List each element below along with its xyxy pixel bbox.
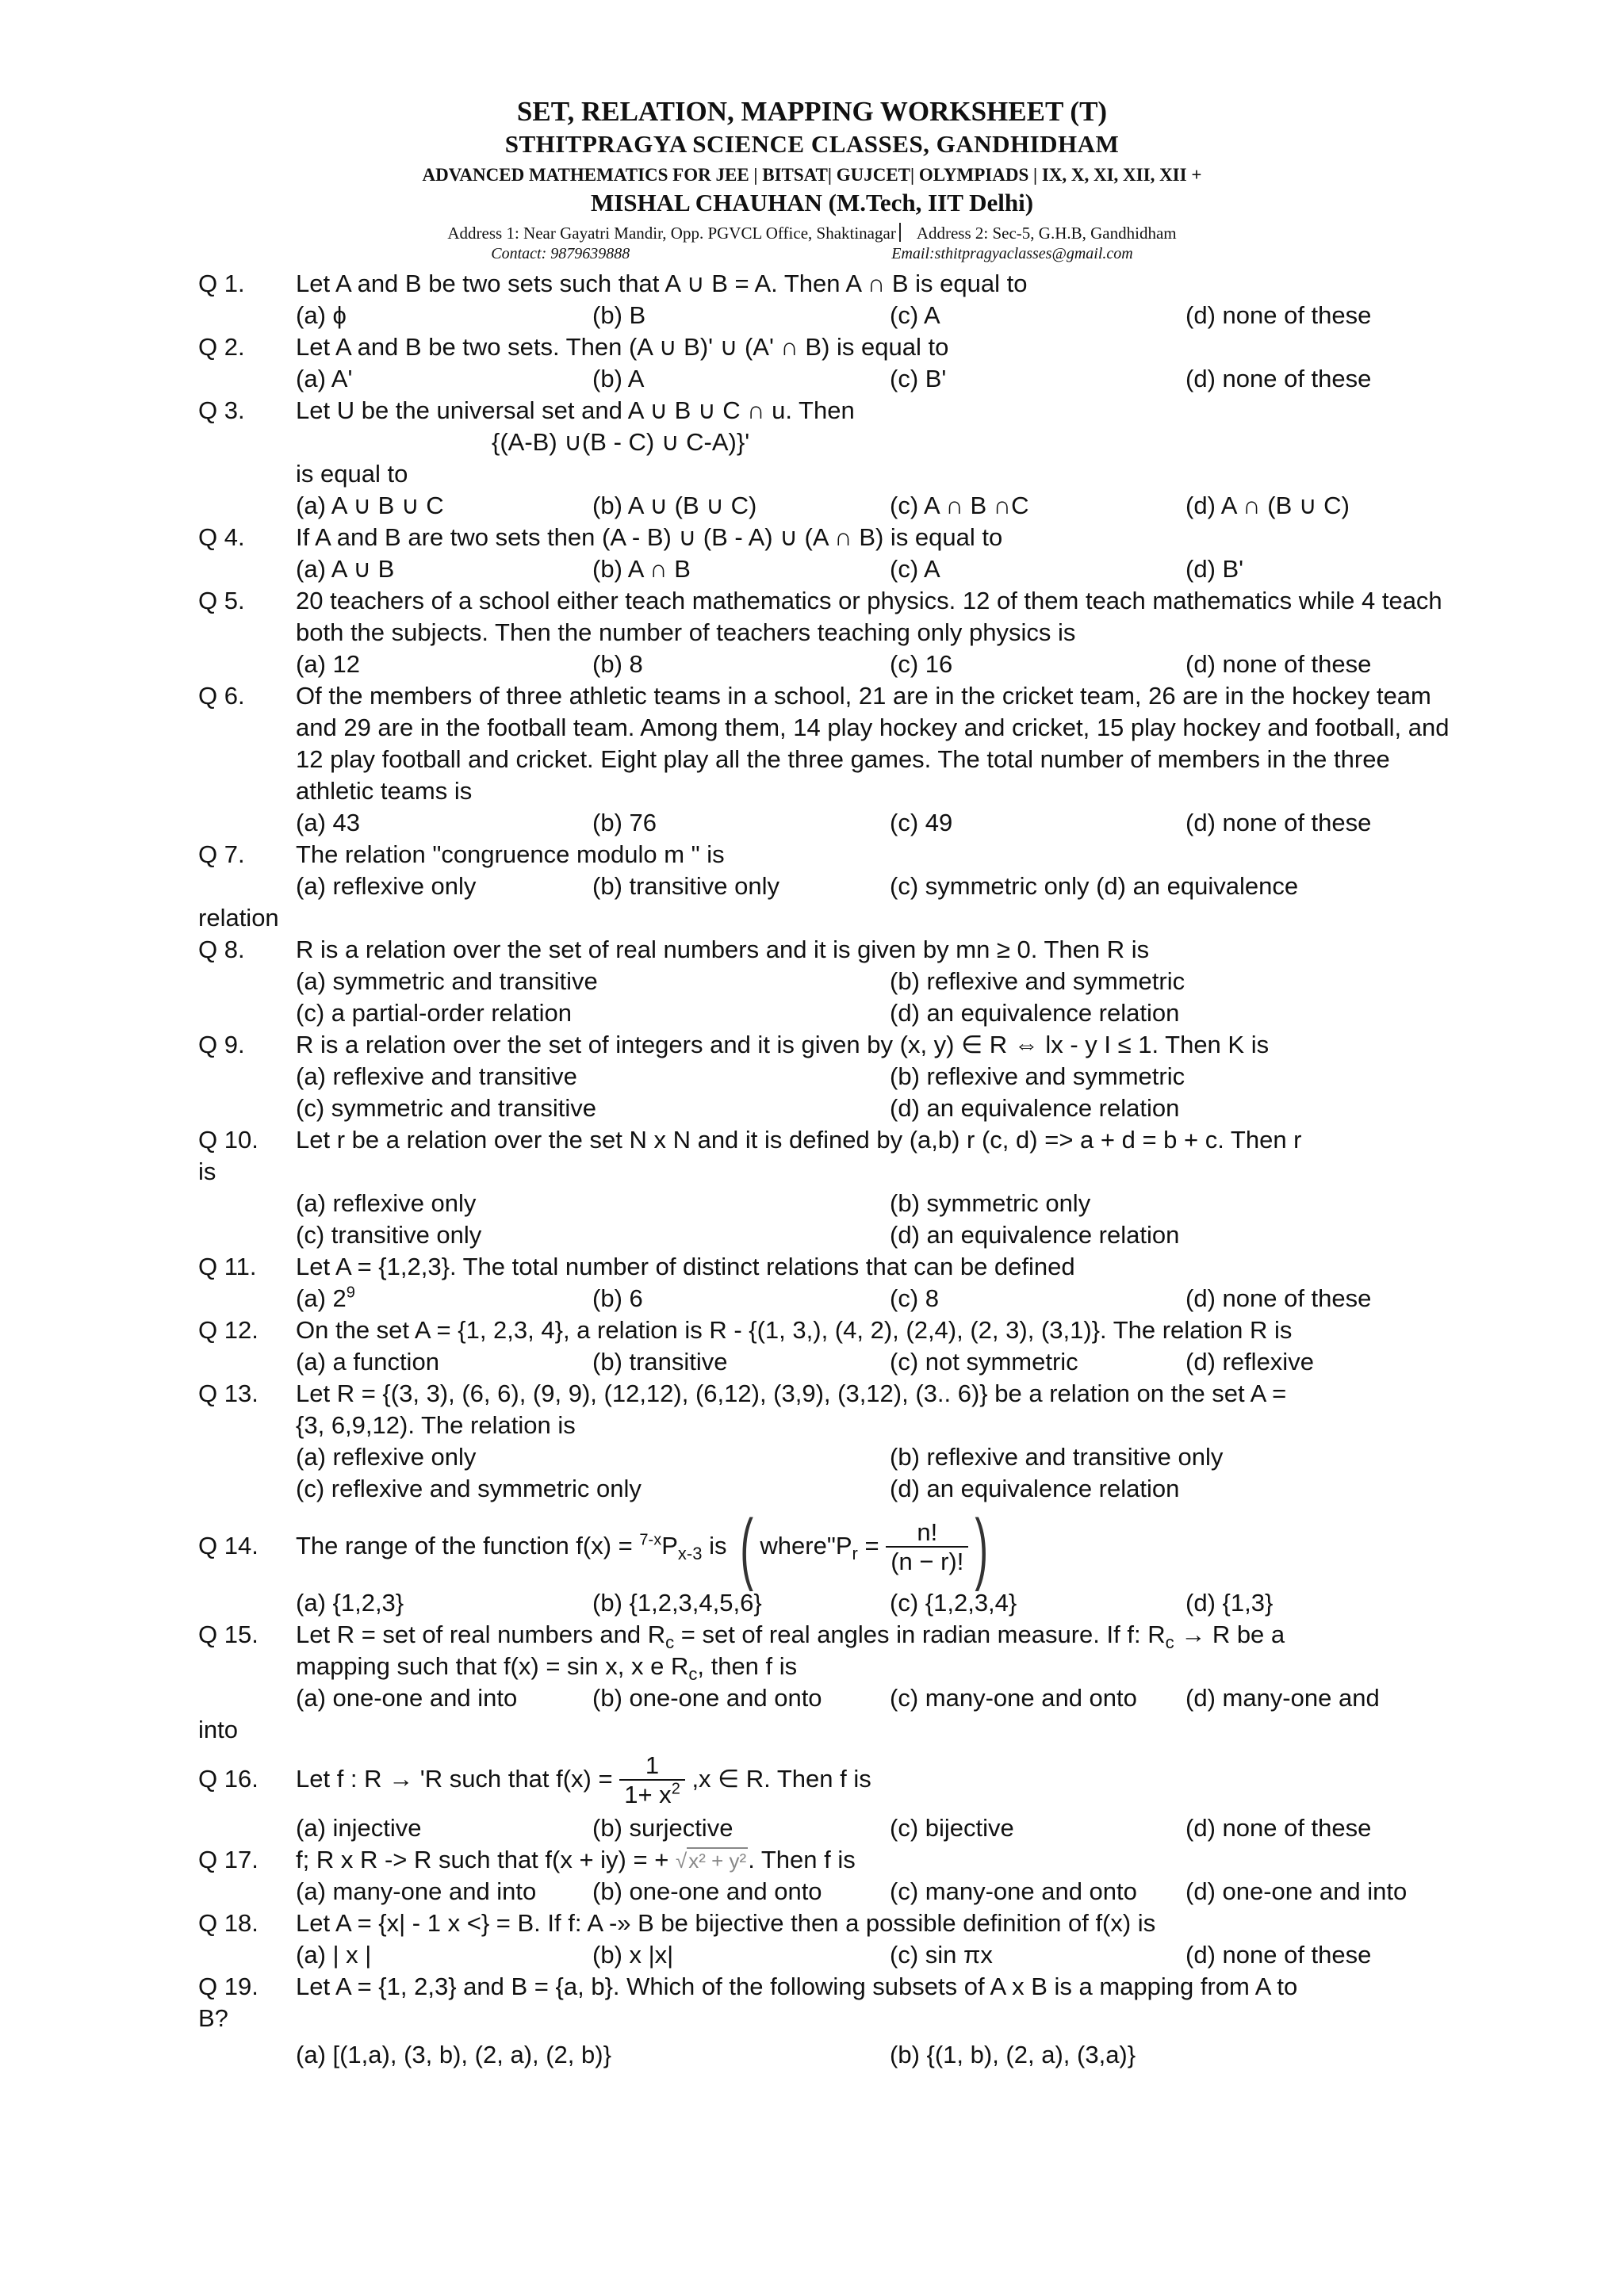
- where-subscript: r: [852, 1544, 858, 1564]
- option-c: (c) B': [890, 365, 947, 392]
- expression-row: [0, 427, 1624, 458]
- question-text: If A and B are two sets then (A - B) ∪ (B - A) ∪ (A ∩ B) is equal to: [296, 523, 1003, 551]
- question-text: Let A = {1, 2,3} and B = {a, b}. Which of the following subsets of A x B is a mapping from A to: [296, 1973, 1298, 2000]
- options-row: [0, 649, 1624, 680]
- question-number: Q 15.: [198, 1621, 259, 1648]
- set-expression: {(A-B) ∪(B - C) ∪ C-A)}': [492, 428, 750, 456]
- option-a: (a) reflexive only: [296, 1443, 477, 1471]
- option-c: (c) a partial-order relation: [296, 999, 573, 1027]
- option-d: (d) an equivalence relation: [890, 999, 1180, 1027]
- question-text-part: The range of the function f(x) =: [296, 1532, 633, 1559]
- question-text: [296, 1746, 871, 1812]
- question-text: Let U be the universal set and A ∪ B ∪ C ∩ u. Then: [296, 396, 855, 424]
- option-c: (c) 8: [890, 1284, 939, 1312]
- denominator-exponent: 2: [671, 1780, 680, 1798]
- option-d: (d) {1,3}: [1185, 1589, 1274, 1617]
- questions-area: [0, 268, 1624, 2071]
- question-row: [0, 1251, 1624, 1283]
- option-a: (a) {1,2,3}: [296, 1589, 404, 1617]
- question-text-part-c: → R be a: [1181, 1621, 1285, 1648]
- option-b: (b) A ∩ B: [592, 555, 691, 583]
- option-c: (c) symmetric and transitive: [296, 1094, 596, 1122]
- perm-subscript: x-3: [677, 1544, 703, 1564]
- option-b: (b) one-one and onto: [592, 1877, 822, 1905]
- institute-name: STHITPRAGYA SCIENCE CLASSES, GANDHIDHAM: [504, 130, 1120, 158]
- question-row: [0, 268, 1624, 300]
- options-row: [0, 1939, 1624, 1971]
- options-row: [0, 1587, 1624, 1619]
- option-a: (a) [(1,a), (3, b), (2, a), (2, b)}: [296, 2041, 611, 2068]
- options-row: [0, 490, 1624, 522]
- options-row: [0, 1093, 1624, 1124]
- option-b: (b) transitive: [592, 1348, 728, 1376]
- question-row: [0, 1844, 1624, 1876]
- option-c: (c) 16: [890, 650, 953, 678]
- question-row: [0, 522, 1624, 553]
- question-row: [0, 1378, 1624, 1410]
- address-1: Address 1: Near Gayatri Mandir, Opp. PGVCL Office, Shaktinagar: [447, 224, 896, 243]
- options-row: [0, 1876, 1624, 1908]
- question-row: [0, 1746, 1624, 1812]
- options-row: [0, 1346, 1624, 1378]
- option-overflow: relation: [198, 904, 279, 932]
- option-c: (c) many-one and onto: [890, 1877, 1137, 1905]
- question-row: [0, 1971, 1624, 2003]
- question-text: Let A and B be two sets such that A ∪ B = A. Then A ∩ B is equal to: [296, 270, 1028, 297]
- options-row: [0, 1812, 1624, 1844]
- question-number: Q 9.: [198, 1031, 245, 1058]
- question-is: is: [709, 1532, 727, 1559]
- worksheet-title: SET, RELATION, MAPPING WORKSHEET (T): [516, 96, 1108, 127]
- option-c: (c) A ∩ B ∩C: [890, 492, 1029, 519]
- question-number: Q 11.: [198, 1253, 257, 1280]
- options-row: [0, 300, 1624, 331]
- options-row: [0, 363, 1624, 395]
- option-b: (b) one-one and onto: [592, 1684, 822, 1712]
- option-d: (d) an equivalence relation: [890, 1094, 1180, 1122]
- question-number: Q 12.: [198, 1316, 259, 1344]
- options-row: [0, 1682, 1624, 1714]
- overflow-row: [0, 902, 1624, 934]
- question-row: [0, 1619, 1624, 1651]
- option-b: (b) reflexive and symmetric: [890, 1062, 1185, 1090]
- question-row: [0, 1651, 1624, 1685]
- question-row: [0, 458, 1624, 490]
- right-paren: ): [975, 1502, 989, 1592]
- option-c: (c) sin πx: [890, 1941, 993, 1969]
- options-row: [0, 1219, 1624, 1251]
- question-number: Q 17.: [198, 1846, 259, 1873]
- perm-fraction: [886, 1519, 968, 1576]
- contact-email: Email:sthitpragyaclasses@gmail.com: [891, 245, 1133, 262]
- option-d: (d) none of these: [1185, 301, 1372, 329]
- sqrt-expression: √x² + y²: [675, 1849, 747, 1873]
- question-text: Let R = {(3, 3), (6, 6), (9, 9), (12,12), (6,12), (3,9), (3,12), (3.. 6)} be a relation on the set A =: [296, 1380, 1287, 1407]
- question-text-part: mapping such that f(x) = sin x, x e R: [296, 1652, 689, 1680]
- rc-subscript: c: [665, 1632, 675, 1653]
- option-a: (a) reflexive only: [296, 872, 477, 900]
- perm-superscript: 7-x: [639, 1531, 662, 1549]
- option-a: (a) A ∪ B: [296, 555, 395, 583]
- question-row: [0, 331, 1624, 363]
- option-c: (c) A: [890, 555, 940, 583]
- question-row: [0, 1908, 1624, 1939]
- option-c: (c) 49: [890, 809, 953, 836]
- address-separator: [899, 223, 901, 242]
- options-row: [0, 2039, 1624, 2071]
- equals-sign: =: [864, 1532, 879, 1559]
- question-text-part: Let R = set of real numbers and R: [296, 1621, 666, 1648]
- question-text-continued: [296, 1651, 798, 1685]
- question-overflow: is: [198, 1158, 216, 1185]
- question-text: [296, 1619, 1285, 1651]
- options-row: [0, 1441, 1624, 1473]
- option-d: (d) none of these: [1185, 1941, 1372, 1969]
- option-a: (a) ϕ: [296, 301, 347, 329]
- option-d: (d) none of these: [1185, 809, 1372, 836]
- fraction-numerator: n!: [886, 1519, 968, 1548]
- option-a: [296, 1283, 355, 1314]
- option-a: (a) | x |: [296, 1941, 372, 1969]
- option-b: (b) {1,2,3,4,5,6}: [592, 1589, 762, 1617]
- option-c: (c) not symmetric: [890, 1348, 1078, 1376]
- question-number: Q 10.: [198, 1126, 259, 1154]
- options-row: [0, 1283, 1624, 1314]
- option-b: (b) B: [592, 301, 646, 329]
- question-text: R is a relation over the set of real numbers and it is given by mn ≥ 0. Then R is: [296, 936, 1150, 963]
- option-b: (b) surjective: [592, 1814, 733, 1842]
- option-b: (b) 76: [592, 809, 657, 836]
- option-d: (d) none of these: [1185, 1814, 1372, 1842]
- option-d: (d) none of these: [1185, 365, 1372, 392]
- fraction-denominator: [619, 1781, 685, 1809]
- option-a: (a) A': [296, 365, 353, 392]
- options-row: [0, 807, 1624, 839]
- option-a: (a) 43: [296, 809, 360, 836]
- left-paren: (: [740, 1502, 754, 1592]
- option-d: (d) none of these: [1185, 1284, 1372, 1312]
- question-text: Of the members of three athletic teams in a school, 21 are in the cricket team, 26 are in the hockey team and 29 are in the football team. Among them, 14 play hockey and cricket, 15 play hockey and football, and 12 play football and cricket. Eight play all the three games. The total number of members in the three athletic teams is: [296, 682, 1450, 805]
- option-a: (a) injective: [296, 1814, 422, 1842]
- question-number: Q 3.: [198, 396, 245, 424]
- question-row: [0, 839, 1624, 871]
- question-number: Q 6.: [198, 682, 245, 710]
- question-row: [0, 585, 1624, 649]
- option-d: (d) reflexive: [1185, 1348, 1314, 1376]
- question-text: Let A = {1,2,3}. The total number of distinct relations that can be defined: [296, 1253, 1075, 1280]
- question-text: The relation "congruence modulo m " is: [296, 840, 725, 868]
- question-row: [0, 1410, 1624, 1441]
- question-text-part: Let f : R → 'R such that f(x) =: [296, 1765, 613, 1793]
- function-fraction: [619, 1752, 685, 1809]
- option-b: (b) symmetric only: [890, 1189, 1091, 1217]
- denominator-text: 1+ x: [624, 1780, 672, 1808]
- rc-subscript: c: [1165, 1632, 1174, 1653]
- question-number: Q 4.: [198, 523, 245, 551]
- question-number: Q 19.: [198, 1973, 259, 2000]
- option-a: (a) one-one and into: [296, 1684, 518, 1712]
- question-text: [296, 1502, 995, 1592]
- question-number: Q 7.: [198, 840, 245, 868]
- overflow-row: [0, 1156, 1624, 1188]
- option-c: (c) bijective: [890, 1814, 1014, 1842]
- question-number: Q 2.: [198, 333, 245, 361]
- where-text: where"P: [760, 1532, 852, 1559]
- question-number: Q 8.: [198, 936, 245, 963]
- options-row: [0, 1188, 1624, 1219]
- overflow-row: [0, 1714, 1624, 1746]
- question-text-part-b: = set of real angles in radian measure. If f: R: [680, 1621, 1166, 1648]
- question-text: On the set A = {1, 2,3, 4}, a relation is R - {(1, 3,), (4, 2), (2,4), (2, 3), (3,1)}. The relation R is: [296, 1316, 1293, 1344]
- option-d: (d) one-one and into: [1185, 1877, 1408, 1905]
- option-a-exponent: 9: [346, 1284, 355, 1302]
- question-number: Q 16.: [198, 1765, 259, 1793]
- teacher-name: MISHAL CHAUHAN (M.Tech, IIT Delhi): [590, 189, 1034, 216]
- option-d: (d) A ∩ (B ∪ C): [1185, 492, 1350, 519]
- question-text: R is a relation over the set of integers and it is given by (x, y) ∈ R ⇔ lx - y I ≤ 1. Then K is: [296, 1031, 1270, 1058]
- question-number: Q 18.: [198, 1909, 259, 1937]
- question-text-part-b: ,x ∈ R. Then f is: [691, 1765, 871, 1793]
- option-b: (b) transitive only: [592, 872, 780, 900]
- question-number: Q 5.: [198, 587, 245, 614]
- option-d: (d) an equivalence relation: [890, 1221, 1180, 1249]
- question-row: [0, 1502, 1624, 1592]
- sqrt-radicand: x² + y²: [688, 1849, 747, 1873]
- contact-line: [0, 244, 1624, 263]
- question-row: [0, 934, 1624, 966]
- fraction-denominator: (n − r)!: [891, 1547, 964, 1575]
- option-d: (d) none of these: [1185, 650, 1372, 678]
- question-text: Let A = {x| - 1 x <} = B. If f: A -» B be bijective then a possible definition of f(x) is: [296, 1909, 1156, 1937]
- options-row: [0, 966, 1624, 997]
- question-text: Let r be a relation over the set N x N and it is defined by (a,b) r (c, d) => a + d = b + c. Then r: [296, 1126, 1302, 1154]
- worksheet-header: [0, 95, 1624, 263]
- overflow-row: [0, 2003, 1624, 2034]
- option-overflow: into: [198, 1716, 238, 1743]
- option-b: (b) {(1, b), (2, a), (3,a)}: [890, 2041, 1136, 2068]
- option-c: (c) symmetric only (d) an equivalence: [890, 872, 1299, 900]
- question-number: Q 14.: [198, 1532, 259, 1559]
- option-a: (a) reflexive only: [296, 1189, 477, 1217]
- option-c: (c) reflexive and symmetric only: [296, 1475, 642, 1502]
- option-b: (b) 8: [592, 650, 643, 678]
- question-row: [0, 1124, 1624, 1156]
- option-a: (a) A ∪ B ∪ C: [296, 492, 444, 519]
- question-text: 20 teachers of a school either teach mathematics or physics. 12 of them teach mathematics while 4 teach both the subjects. Then the number of teachers teaching only physics is: [296, 587, 1442, 646]
- option-a: (a) symmetric and transitive: [296, 967, 598, 995]
- rc-subscript: c: [688, 1664, 698, 1685]
- question-text-part-b: , then f is: [697, 1652, 798, 1680]
- options-row: [0, 1061, 1624, 1093]
- question-row: [0, 680, 1624, 807]
- fraction-numerator: 1: [619, 1752, 685, 1781]
- option-c: (c) A: [890, 301, 940, 329]
- question-row: [0, 395, 1624, 427]
- contact-phone: Contact: 9879639888: [491, 245, 630, 262]
- option-b: (b) x |x|: [592, 1941, 674, 1969]
- options-row: [0, 871, 1624, 902]
- address-2: Address 2: Sec-5, G.H.B, Gandhidham: [916, 224, 1177, 243]
- institute-subtitle: ADVANCED MATHEMATICS FOR JEE | BITSAT| GUJCET| OLYMPIADS | IX, X, XI, XII, XII +: [422, 165, 1202, 185]
- option-c: (c) many-one and onto: [890, 1684, 1137, 1712]
- option-c: (c) {1,2,3,4}: [890, 1589, 1017, 1617]
- question-text: Let A and B be two sets. Then (A ∪ B)' ∪ (A' ∩ B) is equal to: [296, 333, 949, 361]
- question-overflow: B?: [198, 2004, 228, 2032]
- perm-symbol: P: [661, 1532, 678, 1559]
- option-a: (a) reflexive and transitive: [296, 1062, 577, 1090]
- option-a: (a) a function: [296, 1348, 439, 1376]
- option-b: (b) A: [592, 365, 645, 392]
- question-row: [0, 1029, 1624, 1061]
- options-row: [0, 1473, 1624, 1505]
- question-number: Q 13.: [198, 1380, 259, 1407]
- option-a: (a) many-one and into: [296, 1877, 537, 1905]
- question-text-continued: {3, 6,9,12). The relation is: [296, 1411, 576, 1439]
- address-line: [0, 222, 1624, 244]
- option-b: (b) 6: [592, 1284, 643, 1312]
- options-row: [0, 553, 1624, 585]
- option-b: (b) reflexive and transitive only: [890, 1443, 1224, 1471]
- question-text: [296, 1844, 856, 1877]
- question-text-continued: is equal to: [296, 460, 408, 488]
- option-a: (a) 12: [296, 650, 360, 678]
- option-a-text: (a) 2: [296, 1284, 347, 1312]
- option-c: (c) transitive only: [296, 1221, 482, 1249]
- option-b: (b) A ∪ (B ∪ C): [592, 492, 757, 519]
- options-row: [0, 997, 1624, 1029]
- question-number: Q 1.: [198, 270, 245, 297]
- option-b: (b) reflexive and symmetric: [890, 967, 1185, 995]
- question-row: [0, 1314, 1624, 1346]
- question-text-part-b: . Then f is: [748, 1846, 856, 1873]
- question-text-part: f; R x R -> R such that f(x + iy) = +: [296, 1846, 669, 1873]
- option-d: (d) many-one and: [1185, 1684, 1380, 1712]
- option-d: (d) B': [1185, 555, 1244, 583]
- option-d: (d) an equivalence relation: [890, 1475, 1180, 1502]
